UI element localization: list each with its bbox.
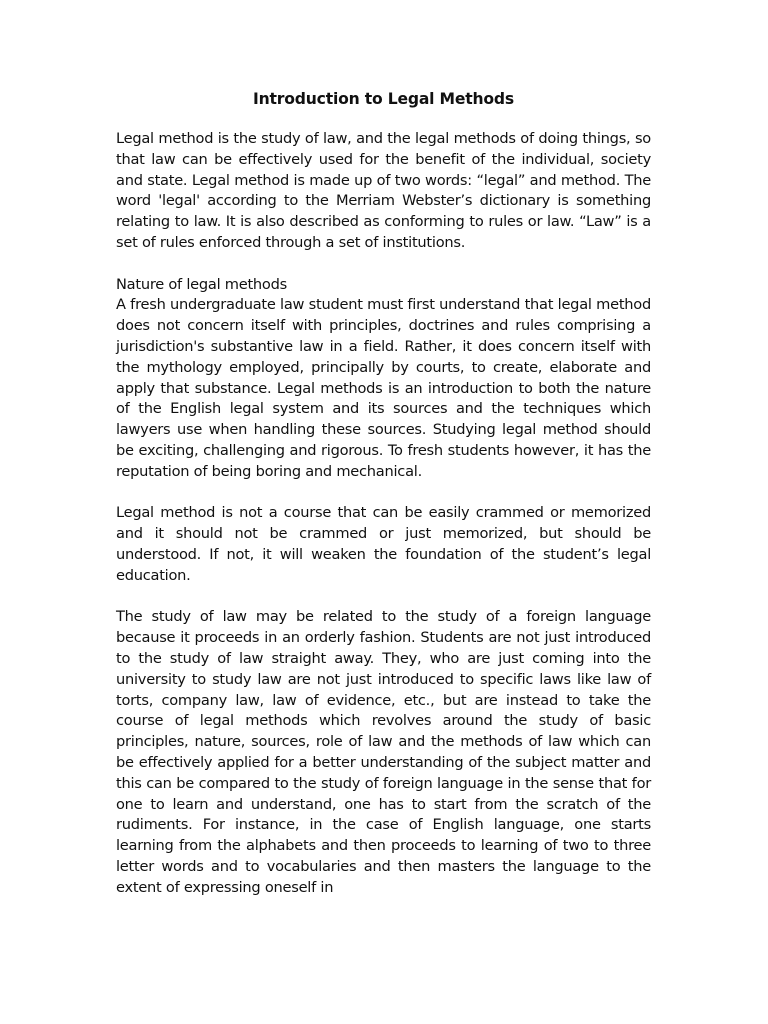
intro-paragraph: Legal method is the study of law, and the legal methods of doing things, so that law can be effectively used for the benefit of the individual, society and state. Legal method is made up of two words: “legal” and method. The word 'legal' according to the Merriam Webster’s dictionary is something relating to law. It is also described as conforming to rules or law. “Law” is a set of rules enforced through a set of institutions. [116, 130, 651, 251]
language-paragraph: The study of law may be related to the study of a foreign language because it proceeds in an orderly fashion. Students are not just introduced to the study of law straight away. They, who are just coming into the university to study law are not just introduced to specific laws like law of torts, company law, law of evidence, etc., but are instead to take the course of legal methods which revolves around the study of basic principles, nature, sources, role of law and the methods of law which can be effectively applied for a better understanding of the subject matter and this can be compared to the study of foreign language in the sense that for one to learn and understand, one has to start from the scratch of the rudiments. For instance, in the case of English language, one starts learning from the alphabets and then proceeds to learning of two to three letter words and to vocabularies and then masters the language to the extent of expressing oneself in [116, 608, 651, 896]
document-body [116, 88, 651, 919]
nature-paragraph: A fresh undergraduate law student must first understand that legal method does not concern itself with principles, doctrines and rules comprising a jurisdiction's substantive law in a field. Rather, it does concern itself with the mythology employed, principally by courts, to create, elaborate and apply that substance. Legal methods is an introduction to both the nature of the English legal system and its sources and the techniques which lawyers use when handling these sources. Studying legal method should be exciting, challenging and rigorous. To fresh students however, it has the reputation of being boring and mechanical. [116, 296, 651, 480]
document-title: Introduction to Legal Methods [253, 90, 514, 108]
section-heading: Nature of legal methods [116, 275, 287, 293]
course-paragraph: Legal method is not a course that can be easily crammed or memorized and it should not be crammed or just memorized, but should be understood. If not, it will weaken the foundation of the student’s legal education. [116, 504, 651, 584]
